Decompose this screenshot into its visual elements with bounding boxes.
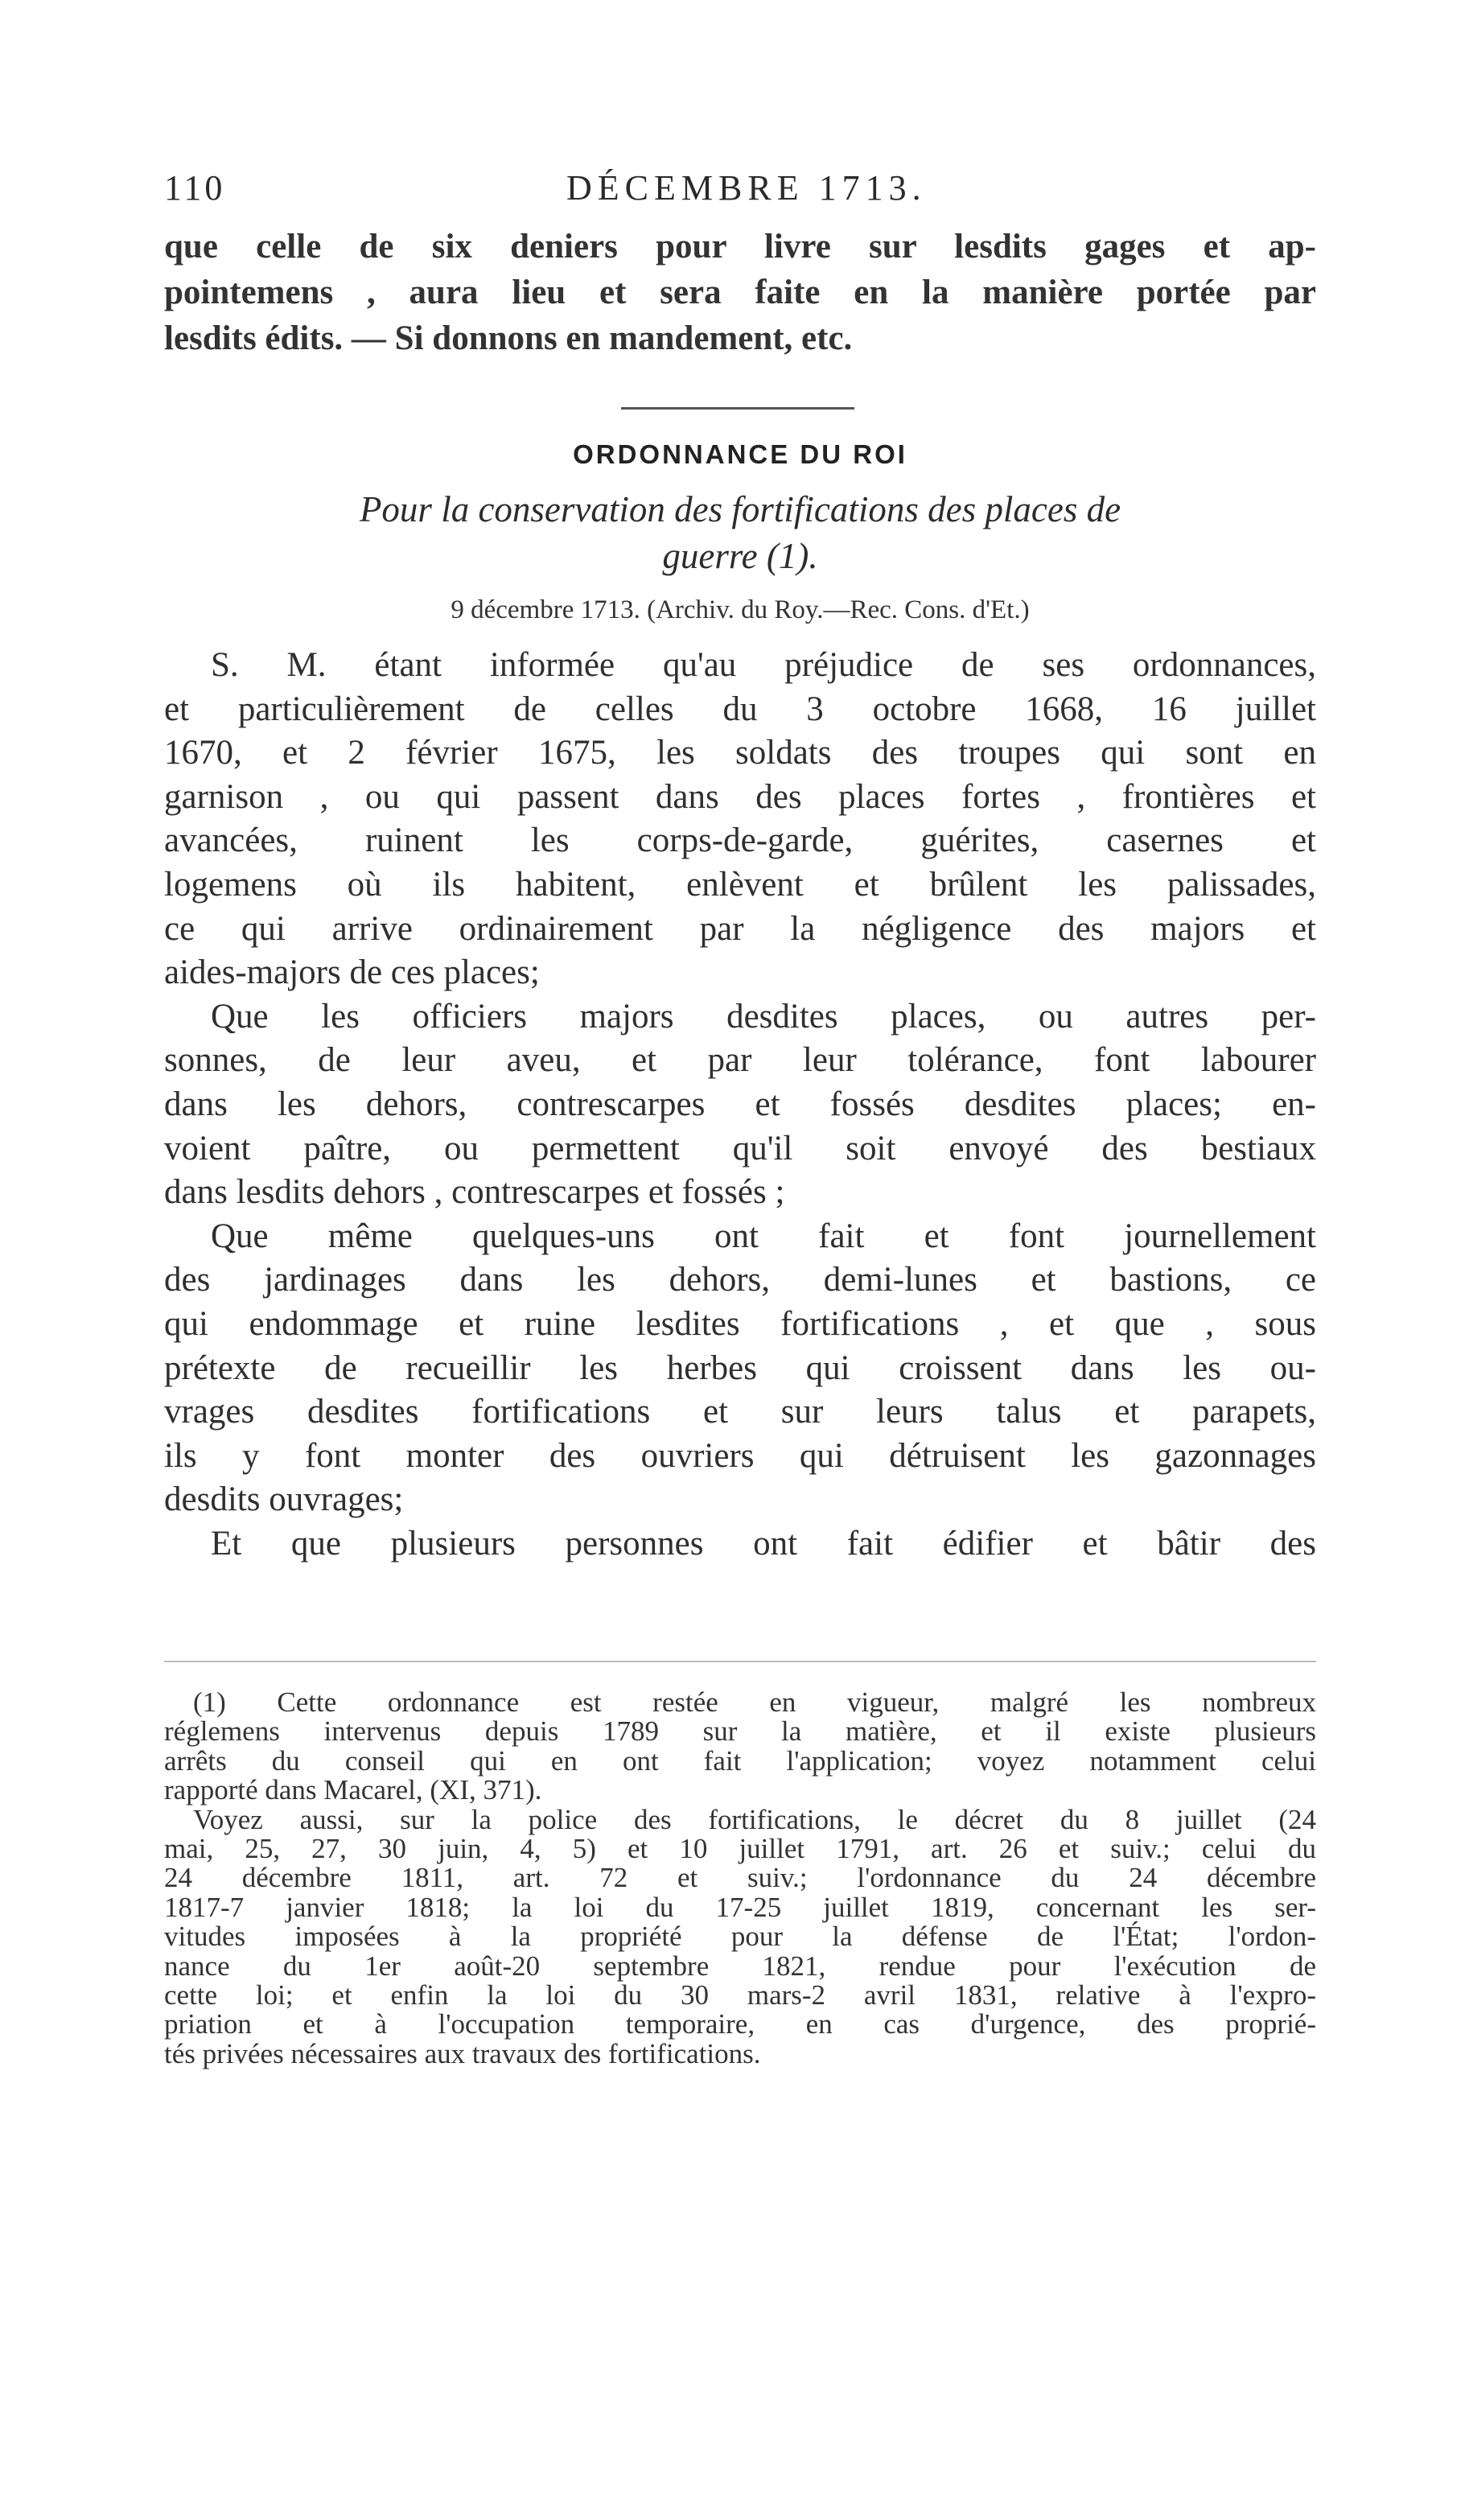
text-line: et particulièrement de celles du 3 octobre 1668, 16 juillet [164,690,1316,728]
text-line: prétexte de recueillir les herbes qui croissent dans les ou- [164,1349,1316,1387]
footnote-line: 1817-7 janvier 1818; la loi du 17-25 juillet 1819, concernant les ser- [164,1891,1316,1923]
text-line: aides-majors de ces places; [164,953,540,992]
text-line: garnison , ou qui passent dans des places fortes , frontières et [164,777,1316,816]
text-line: ils y font monter des ouvriers qui détruisent les gazonnages [164,1436,1316,1475]
ordonnance-subtitle [164,486,1316,579]
footnote-line: réglemens intervenus depuis 1789 sur la matière, et il existe plusieurs [164,1715,1316,1748]
running-title: DÉCEMBRE 1713. [566,168,927,208]
ordonnance-date-line: 9 décembre 1713. (Archiv. du Roy.—Rec. Cons. d'Et.) [451,595,1030,624]
text-line: dans lesdits dehors , contrescarpes et fossés ; [164,1173,785,1212]
text-line: pointemens , aura lieu et sera faite en la manière portée par [164,274,1316,311]
section-divider [621,407,854,410]
footnote-line: nance du 1er août-20 septembre 1821, rendue pour l'exécution de [164,1950,1316,1982]
page-number: 110 [164,168,226,208]
text-line: ce qui arrive ordinairement par la négligence des majors et [164,909,1316,948]
footnote-line: arrêts du conseil qui en ont fait l'application; voyez notamment celui [164,1744,1316,1777]
footnote-line: 24 décembre 1811, art. 72 et suiv.; l'ordonnance du 24 décembre [164,1862,1316,1894]
footnote-divider [164,1661,1316,1662]
footnote-line: vitudes imposées à la propriété pour la défense de l'État; l'ordon- [164,1921,1316,1953]
ordonnance-body [164,644,1316,1566]
text-line: avancées, ruinent les corps-de-garde, guérites, casernes et [164,821,1316,860]
text-line: Et que plusieurs personnes ont fait édifier et bâtir des [211,1524,1316,1563]
text-line: Que les officiers majors desdites places, ou autres per- [211,997,1316,1036]
footnote-line: priation et à l'occupation temporaire, en cas d'urgence, des proprié- [164,2008,1316,2040]
running-header [164,167,1316,216]
footnote-line: tés privées nécessaires aux travaux des fortifications. [164,2037,761,2069]
text-line: voient paître, ou permettent qu'il soit envoyé des bestiaux [164,1129,1316,1167]
text-line: dans les dehors, contrescarpes et fossés desdites places; en- [164,1085,1316,1123]
text-line: sonnes, de leur aveu, et par leur tolérance, font labourer [164,1041,1316,1080]
text-line: desdits ouvrages; [164,1480,404,1519]
text-line: qui endommage et ruine lesdites fortifications , et que , sous [164,1304,1316,1343]
text-line: 1670, et 2 février 1675, les soldats des troupes qui sont en [164,734,1316,772]
text-line: que celle de six deniers pour livre sur lesdits gages et ap- [164,228,1316,266]
footnotes [164,1688,1316,2069]
subtitle-line: Pour la conservation des fortifications des places de [359,489,1121,529]
text-line: lesdits édits. — Si donnons en mandement, etc. [164,319,853,357]
text-line: S. M. étant informée qu'au préjudice de ses ordonnances, [211,646,1316,684]
footnote-line: Voyez aussi, sur la police des fortifications, le décret du 8 juillet (24 [193,1803,1316,1835]
footnote-line: rapporté dans Macarel, (XI, 371). [164,1774,542,1806]
footnote-line: cette loi; et enfin la loi du 30 mars-2 avril 1831, relative à l'expro- [164,1979,1316,2011]
footnote-line: (1) Cette ordonnance est restée en vigueur, malgré les nombreux [193,1686,1316,1718]
continuation-paragraph [164,224,1316,361]
text-line: vrages desdites fortifications et sur leurs talus et parapets, [164,1393,1316,1431]
subtitle-line: guerre (1). [662,536,818,576]
text-line: logemens où ils habitent, enlèvent et brûlent les palissades, [164,865,1316,904]
text-line: Que même quelques-uns ont fait et font journellement [211,1217,1316,1255]
text-line: des jardinages dans les dehors, demi-lunes et bastions, ce [164,1261,1316,1299]
footnote-line: mai, 25, 27, 30 juin, 4, 5) et 10 juillet 1791, art. 26 et suiv.; celui du [164,1833,1316,1865]
ordonnance-title: ORDONNANCE DU ROI [573,439,907,469]
